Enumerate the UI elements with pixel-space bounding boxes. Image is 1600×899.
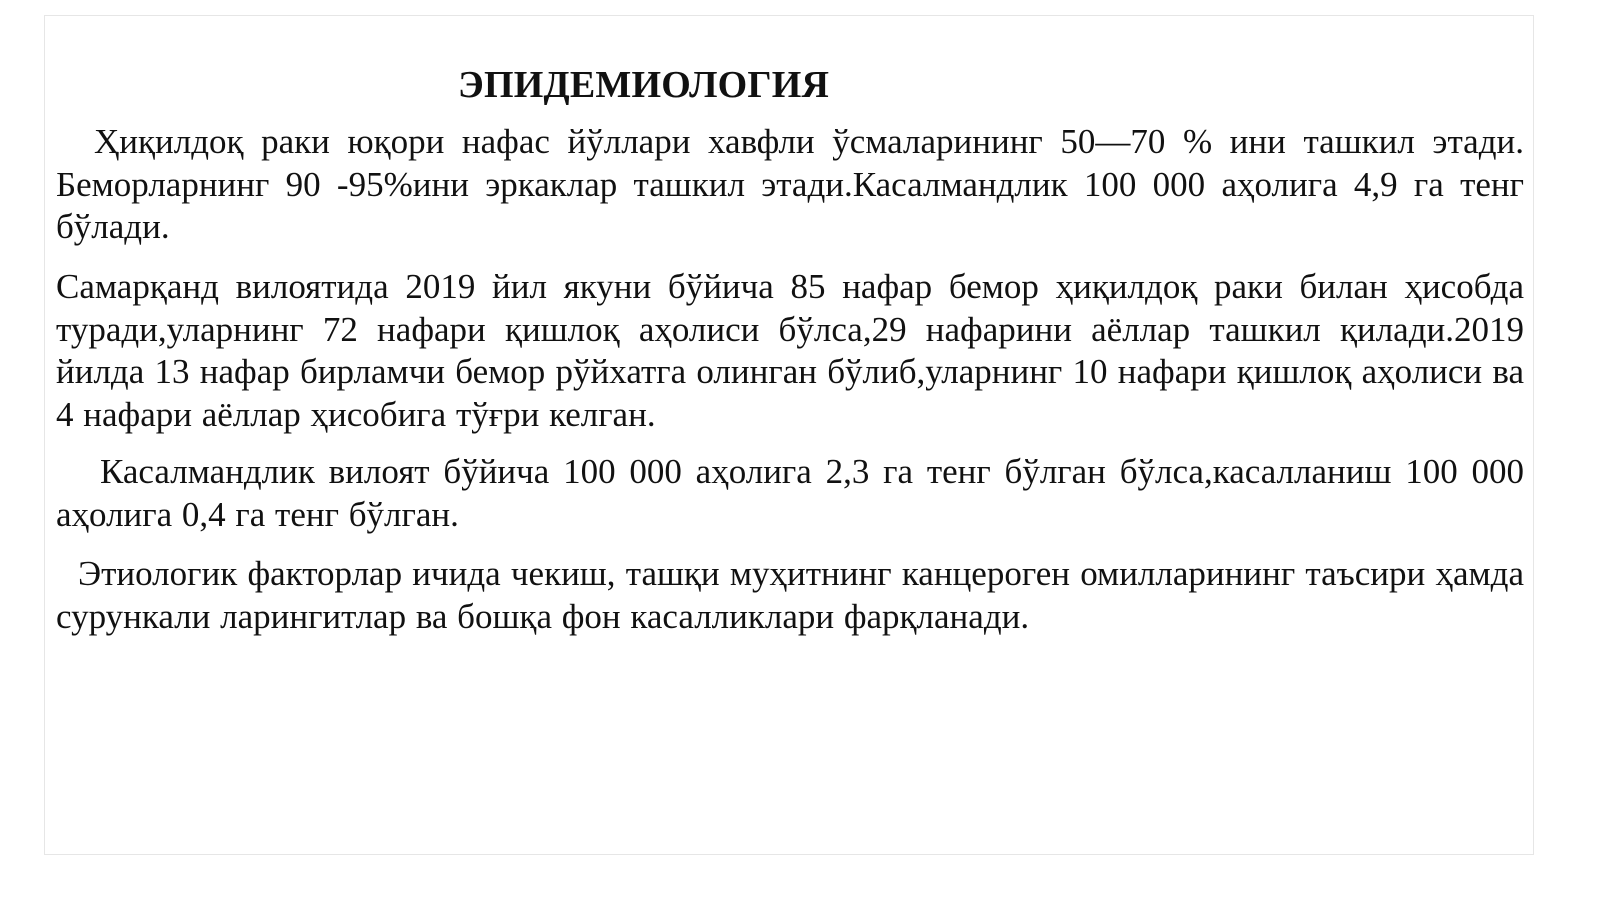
- slide-title: ЭПИДЕМИОЛОГИЯ: [458, 64, 830, 106]
- slide: [44, 15, 1534, 855]
- paragraph-samarkand-stats: Самарқанд вилоятида 2019 йил якуни бўйича 85 нафар бемор ҳиқилдоқ раки билан ҳисобда туради,уларнинг 72 нафари қишлоқ аҳолиси бўлса,29 нафарини аёллар ташкил қилади.2019 йилда 13 нафар бирламчи бемор рўйхатга олинган бўлиб,уларнинг 10 нафари қишлоқ аҳолиси ва 4 нафари аёллар ҳисобига тўғри келган.: [56, 267, 1524, 434]
- paragraph-regional-morbidity: Касалмандлик вилоят бўйича 100 000 аҳолига 2,3 га тенг бўлган бўлса,касалланиш 100 000 аҳолига 0,4 га тенг бўлган.: [56, 452, 1524, 534]
- paragraph-etiology: Этиологик факторлар ичида чекиш, ташқи муҳитнинг канцероген омилларининг таъсири ҳамда сурункали ларингитлар ва бошқа фон касалликлари фарқланади.: [56, 554, 1524, 636]
- paragraph-incidence: Ҳиқилдоқ раки юқори нафас йўллари хавфли ўсмаларининг 50—70 % ини ташкил этади. Беморларнинг 90 -95%ини эркаклар ташкил этади.Касалмандлик 100 000 аҳолига 4,9 га тенг бўлади.: [56, 122, 1524, 246]
